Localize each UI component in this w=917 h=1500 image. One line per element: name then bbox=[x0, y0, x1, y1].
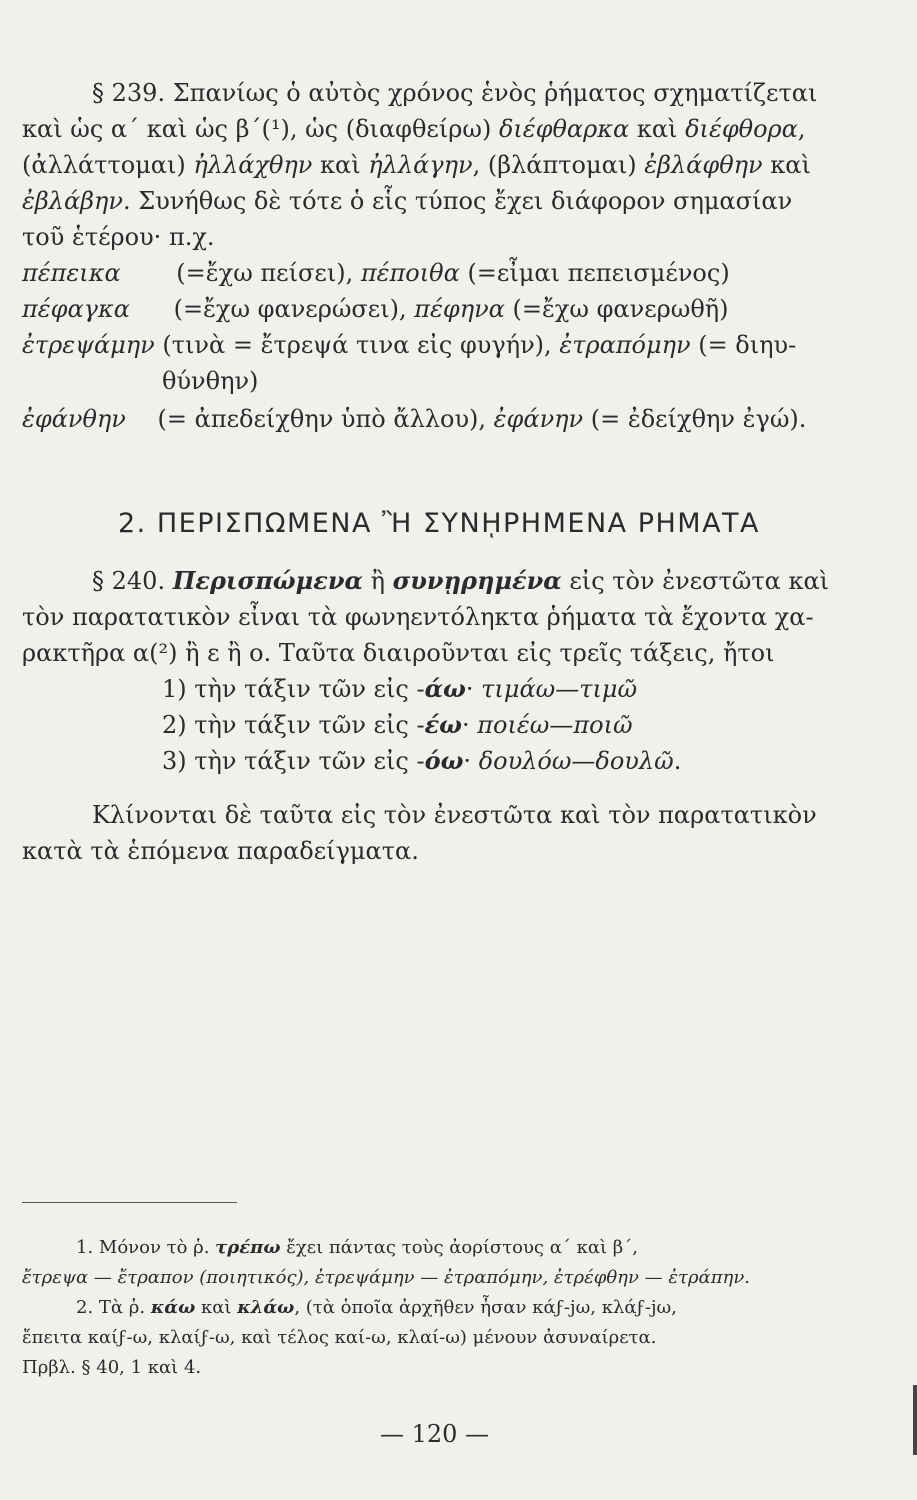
s240-line-2 bbox=[22, 602, 814, 632]
verb-form: ἠλλάχθην bbox=[193, 151, 313, 179]
footnote-2-line-2 bbox=[22, 1326, 656, 1350]
s240-line-3 bbox=[22, 638, 775, 668]
verb-form: ποιέω—ποιῶ bbox=[477, 711, 633, 739]
text: καὶ bbox=[629, 115, 686, 143]
verb-form: πέποιθα bbox=[360, 259, 460, 287]
s239-line-4 bbox=[22, 186, 792, 216]
text: § 240. bbox=[92, 567, 173, 595]
text: (= ἀπεδείχθην ὑπὸ ἄλλου), bbox=[149, 405, 494, 433]
verb-form: ἐτρεψάμην — ἐτραπόμην, ἐτρέφθην — ἐτράπην bbox=[315, 1267, 745, 1288]
text: , (τὰ ὁποῖα ἀρχῆθεν ἦσαν κάϝ-jω, κλάϝ-jω, bbox=[294, 1297, 677, 1318]
text: (= ἐδείχθην ἐγώ). bbox=[583, 405, 807, 433]
text: § 239. Σπανίως ὁ αὐτὸς χρόνος ἑνὸς ῥήματος σχηματίζεται bbox=[92, 79, 818, 107]
text: (= διηυ- bbox=[690, 331, 797, 359]
text: 1. Μόνον τὸ ῥ. bbox=[76, 1237, 216, 1258]
text: , (βλάπτομαι) bbox=[472, 151, 645, 179]
text: τὸν παρατατικὸν εἶναι τὰ φωνηεντόληκτα ῥήματα τὰ ἔχοντα χα- bbox=[22, 603, 814, 631]
verb-form: ἐτρεψάμην bbox=[22, 331, 155, 359]
text: ἢ bbox=[362, 567, 393, 595]
verb-form: ἐτραπόμην bbox=[559, 331, 691, 359]
text: · bbox=[462, 711, 478, 739]
text: Κλίνονται δὲ ταῦτα εἰς τὸν ἐνεστῶτα καὶ τὸν παρατατικὸν bbox=[92, 801, 817, 829]
ending: έω bbox=[424, 710, 463, 739]
closing-line-2 bbox=[22, 836, 419, 866]
text: ἔχει πάντας τοὺς ἀορίστους α΄ καὶ β΄, bbox=[280, 1237, 638, 1258]
term: συνῃρημένα bbox=[392, 566, 562, 595]
text: κατὰ τὰ ἑπόμενα παραδείγματα. bbox=[22, 837, 419, 865]
text: 2) τὴν τάξιν τῶν εἰς - bbox=[162, 711, 425, 739]
footnote-2-line-1 bbox=[76, 1296, 677, 1320]
verb-form: τρέπω bbox=[215, 1237, 281, 1258]
chapter-heading: 2. ΠΕΡΙΣΠΩΜΕΝΑ Ἢ ΣΥΝῌΡΗΜΕΝΑ ΡΗΜΑΤΑ bbox=[118, 508, 761, 539]
verb-form: ἠλλάγην bbox=[368, 151, 473, 179]
s239-line-2 bbox=[22, 114, 805, 144]
verb-form: ἐφάνην bbox=[493, 405, 584, 433]
example-3-continued bbox=[162, 366, 258, 396]
footnote-divider bbox=[22, 1202, 237, 1203]
page-number: — 120 — bbox=[380, 1420, 490, 1448]
term: Περισπώμενα bbox=[172, 566, 363, 595]
verb-form: πέφηνα bbox=[414, 295, 505, 323]
example-4 bbox=[22, 404, 806, 434]
class-2 bbox=[162, 710, 633, 740]
s239-line-1 bbox=[92, 78, 817, 108]
verb-form: ἔτρεψα — ἔτραπον (ποιητικός), bbox=[22, 1267, 315, 1288]
verb-form: διέφθορα bbox=[685, 115, 798, 143]
text: εἰς τὸν ἐνεστῶτα καὶ bbox=[561, 567, 830, 595]
text: (=ἔχω πείσει), bbox=[168, 259, 361, 287]
text: καὶ bbox=[195, 1297, 238, 1318]
text: καὶ ὡς α΄ καὶ ὡς β΄(¹), ὡς (διαφθείρω) bbox=[22, 115, 499, 143]
verb-form: πέφαγκα bbox=[22, 295, 130, 323]
verb-form: τιμάω—τιμῶ bbox=[481, 675, 638, 703]
ending: άω bbox=[424, 674, 466, 703]
s239-line-3 bbox=[22, 150, 811, 180]
text: , bbox=[797, 115, 806, 143]
text: (=εἶμαι πεπεισμένος) bbox=[459, 259, 730, 287]
closing-line-1 bbox=[92, 800, 817, 830]
text: (τινὰ = ἔτρεψά τινα εἰς φυγήν), bbox=[154, 331, 560, 359]
text: καὶ bbox=[312, 151, 369, 179]
class-1 bbox=[162, 674, 637, 704]
class-3 bbox=[162, 746, 681, 776]
text: 2. Τὰ ῥ. bbox=[76, 1297, 151, 1318]
text: 1) τὴν τάξιν τῶν εἰς - bbox=[162, 675, 425, 703]
text: ἔπειτα καίϝ-ω, κλαίϝ-ω, καὶ τέλος καί-ω, κλαί-ω) μένουν ἀσυναίρετα. bbox=[22, 1327, 657, 1348]
verb-form: δουλόω—δουλῶ bbox=[478, 747, 674, 775]
s239-line-5 bbox=[22, 222, 215, 252]
text: (=ἔχω φανερωθῆ) bbox=[504, 295, 729, 323]
text: . bbox=[744, 1267, 751, 1288]
verb-form: κλάω bbox=[237, 1297, 295, 1318]
text: · bbox=[465, 675, 482, 703]
text: . bbox=[673, 747, 682, 775]
example-3 bbox=[22, 330, 796, 360]
text: Πρβλ. § 40, 1 καὶ 4. bbox=[22, 1357, 202, 1378]
text: (ἀλλάττομαι) bbox=[22, 151, 194, 179]
text: ρακτῆρα α(²) ἢ ε ἢ ο. Ταῦτα διαιροῦνται εἰς τρεῖς τάξεις, ἤτοι bbox=[22, 639, 775, 667]
text: τοῦ ἑτέρου· π.χ. bbox=[22, 223, 215, 251]
verb-form: πέπεικα bbox=[22, 259, 121, 287]
verb-form: ἐβλάφθην bbox=[644, 151, 763, 179]
footnote-1-line-2 bbox=[22, 1266, 750, 1290]
footnote-2-line-3 bbox=[22, 1356, 201, 1380]
text: (=ἔχω φανερώσει), bbox=[165, 295, 415, 323]
verb-form: κάω bbox=[150, 1297, 196, 1318]
text: 3) τὴν τάξιν τῶν εἰς - bbox=[162, 747, 425, 775]
verb-form: ἐβλάβην bbox=[22, 187, 124, 215]
text: . Συνήθως δὲ τότε ὁ εἷς τύπος ἔχει διάφορον σημασίαν bbox=[123, 187, 793, 215]
verb-form: ἐφάνθην bbox=[22, 405, 126, 433]
ending: όω bbox=[424, 746, 464, 775]
example-1 bbox=[22, 258, 730, 288]
text: καὶ bbox=[762, 151, 811, 179]
example-2 bbox=[22, 294, 729, 324]
text: θύνθην) bbox=[162, 367, 259, 395]
page-edge-mark bbox=[913, 1385, 917, 1455]
s240-line-1 bbox=[92, 566, 829, 596]
text: · bbox=[463, 747, 479, 775]
verb-form: διέφθαρκα bbox=[498, 115, 630, 143]
footnote-1-line-1 bbox=[76, 1236, 638, 1260]
